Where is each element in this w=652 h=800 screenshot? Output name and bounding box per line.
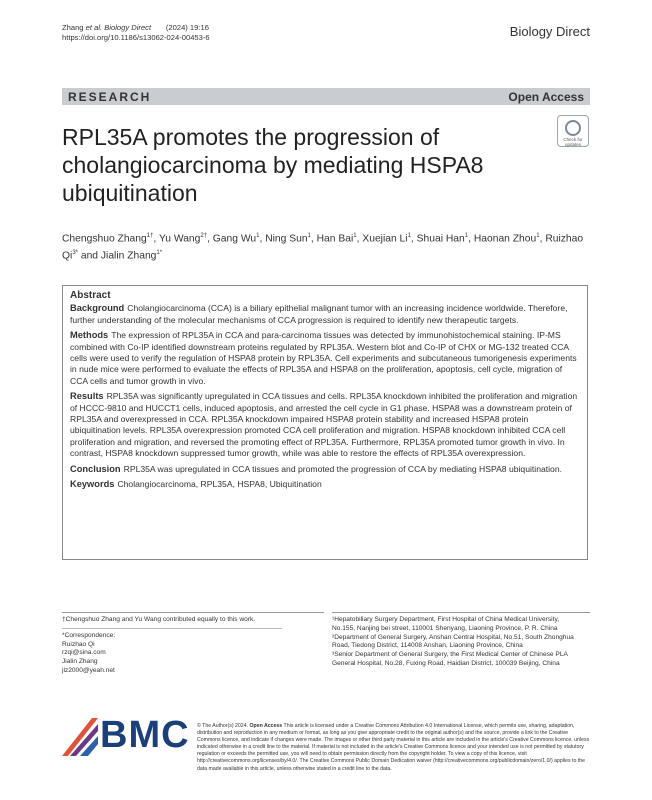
- author-name[interactable]: Haonan Zhou: [473, 233, 537, 245]
- results-text: RPL35A was significantly upregulated in CCA tissues and cells. RPL35A knockdown inhibited the proliferation and migration of HCCC-9810 and HUCCT1 cells, induced apoptosis, and arrested the cell cycle in G1 phase. HSPA8 was a downstream protein of RPL35A and overexpressed in CCA. RPL35A knockdown impaired HSPA8 protein stability and increased HSPA8 protein ubiquitination levels. RPL35A overexpression promoted CCA cell proliferation and migration. HSPA8 knockdown inhibited CCA cell proliferation and migration, and reversed the promoting effect of RPL35A. Furthermore, RPL35A promoted tumor growth in vivo. In contrast, HSPA8 knockdown suppressed tumor growth, while was able to restore the effects of RPL35A overexpression.: [70, 391, 578, 459]
- check-badge-line2: updates: [564, 142, 581, 147]
- author-affiliation: 2†: [200, 233, 208, 239]
- bmc-logo-text: BMC: [100, 714, 190, 756]
- bmc-logo-icon: [62, 718, 98, 756]
- abstract-results: [70, 391, 580, 459]
- correspondent-email[interactable]: jlz2000@yeah.net: [62, 666, 115, 674]
- abstract-methods: [70, 330, 580, 387]
- author-affiliation: 1†: [146, 233, 154, 239]
- author-affiliation: 3*: [72, 250, 78, 257]
- author-affiliation: 1: [407, 233, 411, 239]
- license-body: This article is licensed under a Creative Commons Attribution 4.0 International License, which permits use, sharing, adaptation, distribution and reproduction in any medium or format, as long as you give appropriate credit to the original author(s) and the source, provide a link to the Creative Commons licence, and indicate if changes were made. The images or other third party material in this article are included in the article's Creative Commons licence, unless indicated otherwise in a credit line to the material. If material is not included in the article's Creative Commons licence and your intended use is not permitted by statutory regulation or exceeds the permitted use, you will need to obtain permission directly from the copyright holder. To view a copy of this licence, visit http://creativecommons.org/licenses/by/4.0/. The Creative Commons Public Domain Dedication waiver (http://creativecommons.org/publicdomain/zero/1.0/) applies to the data made available in this article, unless otherwise stated in a credit line to the data.: [197, 723, 590, 772]
- correspondent-email[interactable]: rzqi@sina.com: [62, 649, 106, 657]
- check-for-updates-badge[interactable]: [557, 115, 589, 147]
- author-name[interactable]: Chengshuo Zhang: [62, 233, 147, 245]
- author-name[interactable]: Shuai Han: [416, 233, 465, 245]
- author-affiliation: 1: [464, 233, 469, 239]
- keywords-label: Keywords: [70, 479, 115, 490]
- footnote-separator: [62, 628, 282, 629]
- affiliation-item: ¹Hepatobiliary Surgery Department, First Hospital of China Medical University, No.155, Nanjing bei street, 110001 Shenyang, Liaoning Province, P. R. China: [332, 616, 560, 632]
- author-name[interactable]: Jialin Zhang: [100, 250, 157, 262]
- license-copyright: © The Author(s) 2024.: [197, 723, 249, 729]
- background-text: Cholangiocarcinoma (CCA) is a biliary epithelial malignant tumor with an increasing incidence worldwide. Therefore, further understanding of the molecular mechanisms of CCA progression is required to identify new therapeutic targets.: [70, 303, 568, 325]
- license-text: [197, 723, 591, 773]
- background-label: Background: [70, 303, 125, 314]
- abstract-heading: Abstract: [70, 290, 111, 301]
- abstract-box: [62, 285, 588, 560]
- citation-journal: et al. Biology Direct: [85, 23, 152, 32]
- author-name[interactable]: Yu Wang: [158, 233, 201, 245]
- author-affiliation: 1*: [156, 250, 163, 257]
- citation-authors: Zhang: [62, 23, 84, 32]
- keywords-text: Cholangiocarcinoma, RPL35A, HSPA8, Ubiquitination: [117, 479, 322, 490]
- affiliation-item: ³Senior Department of General Surgery, the First Medical Center of Chinese PLA General Hospital, No.28, Fuxing Road, Haidian District, 100039 Beijing, China: [332, 651, 568, 667]
- methods-label: Methods: [70, 330, 109, 341]
- author-affiliation: 1: [353, 233, 357, 239]
- author-name[interactable]: Gang Wu: [212, 233, 257, 245]
- check-badge-line1: Check for: [563, 137, 583, 142]
- correspondence-label: *Correspondence:: [62, 631, 116, 639]
- equal-contribution-note: †Chengshuo Zhang and Yu Wang contributed equally to this work.: [62, 616, 256, 623]
- author-name[interactable]: Ning Sun: [265, 233, 308, 245]
- publisher-logo: [62, 714, 190, 761]
- author-affiliation: 1: [256, 233, 260, 239]
- citation-header: [62, 23, 210, 43]
- author-list: Chengshuo Zhang$^{1\dagger}$, Yu Wang$^{2\dagger}$, Gang Wu$^1$, Ning Sun$^1$, Han Bai$^1$, Xuejian Li$^1$, Shuai Han$^1$, Haonan Zhou$^1$, Ruizhao $Qi^{3*}$ and Jialin Zhang$^{1*}$: [62, 233, 584, 262]
- article-type-label: RESEARCH: [68, 90, 152, 104]
- open-access-label: Open Access: [508, 90, 584, 104]
- author-name[interactable]: Han Bai: [316, 233, 354, 245]
- check-updates-icon: [565, 120, 581, 136]
- author-name[interactable]: Ruizhao Qi: [62, 233, 584, 262]
- footnote-divider-left: [62, 612, 324, 613]
- footnote-divider-right: [332, 612, 590, 613]
- abstract-background: [70, 303, 580, 326]
- abstract-conclusion: [70, 464, 580, 475]
- correspondent-name: Jialin Zhang: [62, 658, 98, 666]
- article-title: RPL35A promotes the progression of cholangiocarcinoma by mediating HSPA8 ubiquitination: [62, 124, 484, 206]
- conclusion-text: RPL35A was upregulated in CCA tissues and promoted the progression of CCA by mediating HSPA8 ubiquitination.: [123, 463, 563, 474]
- abstract-keywords: [70, 479, 580, 490]
- conclusion-label: Conclusion: [70, 463, 121, 474]
- methods-text: The expression of RPL35A in CCA and para-carcinoma tissues was detected by immunohistochemical staining. IP-MS combined with Co-IP identified downstream proteins regulated by RPL35A. Western blot and Co-IP of CHX or MG-132 treated CCA cells were used to verify the regulation of HSPA8 protein by RPL35A. Cell experiments and subcutaneous tumorigenesis experiments in nude mice were performed to evaluate the effects of RPL35A and HSPA8 on the proliferation, apoptosis, cell cycle, migration of CCA cells and tumor growth in vivo.: [70, 330, 577, 386]
- affiliation-item: ²Department of General Surgery, Anshan Central Hospital, No.51, South Zhonghua Road, Tiedong District, 114008 Anshan, Liaoning Province, China: [332, 633, 574, 650]
- correspondent-name: Ruizhao Qi: [62, 640, 95, 648]
- author-affiliation: 1: [536, 233, 540, 239]
- journal-name: Biology Direct: [509, 24, 590, 39]
- license-open-access: Open Access: [249, 723, 283, 729]
- author-name[interactable]: Xuejian Li: [362, 233, 408, 245]
- article-type-banner: [62, 88, 590, 105]
- results-label: Results: [70, 391, 104, 402]
- doi-link[interactable]: https://doi.org/10.1186/s13062-024-00453-6: [62, 33, 210, 42]
- footnotes-left: [62, 616, 324, 676]
- citation-year: (2024) 19:16: [165, 23, 209, 32]
- affiliations: [332, 616, 582, 669]
- author-affiliation: 1: [307, 233, 311, 239]
